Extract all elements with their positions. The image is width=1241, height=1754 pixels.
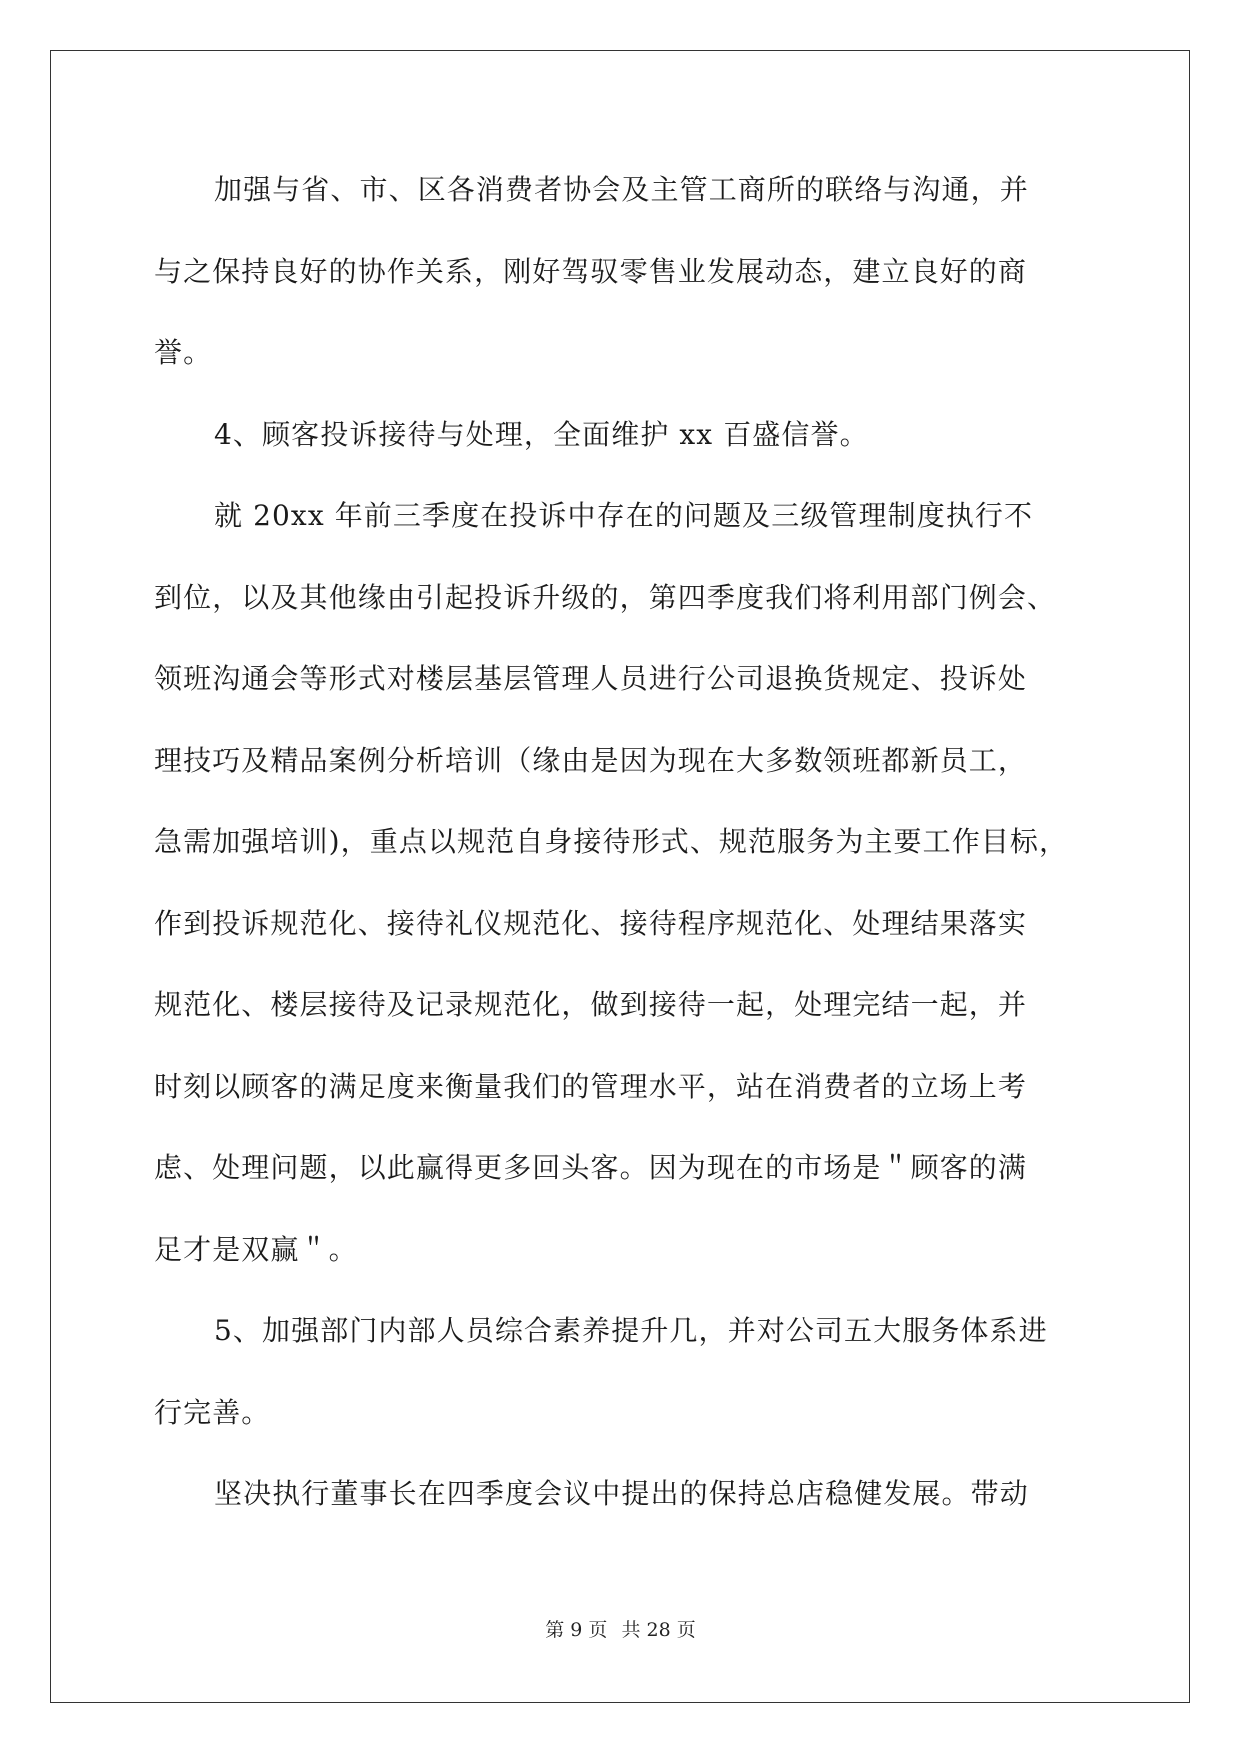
text-line: 行完善。: [154, 1395, 271, 1429]
text-line: 理技巧及精品案例分析培训（缘由是因为现在大多数领班都新员工，: [154, 743, 1028, 777]
page-footer: [0, 1615, 1241, 1642]
text-line: 作到投诉规范化、接待礼仪规范化、接待程序规范化、处理结果落实: [154, 906, 1028, 940]
text-line: 加强与省、市、区各消费者协会及主管工商所的联络与沟通，并: [214, 173, 1029, 206]
page-number: 第 9 页: [545, 1619, 608, 1641]
text-line: 领班沟通会等形式对楼层基层管理人员进行公司退换货规定、投诉处: [154, 662, 1028, 695]
text-line: 坚决执行董事长在四季度会议中提出的保持总店稳健发展。带动: [214, 1477, 1029, 1510]
text-line: 到位，以及其他缘由引起投诉升级的，第四季度我们将利用部门例会、: [154, 580, 1057, 614]
text-line: 规范化、楼层接待及记录规范化，做到接待一起，处理完结一起，并: [154, 988, 1028, 1021]
document-body: [154, 165, 1091, 1551]
text-line: 急需加强培训)，重点以规范自身接待形式、规范服务为主要工作目标，: [154, 825, 1069, 858]
text-line: 虑、处理问题，以此赢得更多回头客。因为现在的市场是＂顾客的满: [154, 1151, 1028, 1184]
text-line: 5、加强部门内部人员综合素养提升几，并对公司五大服务体系进: [214, 1314, 1048, 1347]
text-line: 足才是双赢＂。: [154, 1232, 358, 1266]
text-line: 与之保持良好的协作关系，刚好驾驭零售业发展动态，建立良好的商: [154, 254, 1028, 288]
text-line: 4、顾客投诉接待与处理，全面维护 xx 百盛信誉。: [214, 417, 869, 451]
text-line: 就 20xx 年前三季度在投诉中存在的问题及三级管理制度执行不: [214, 499, 1034, 532]
page-total: 共 28 页: [621, 1619, 696, 1641]
text-line: 时刻以顾客的满足度来衡量我们的管理水平，站在消费者的立场上考: [154, 1069, 1028, 1103]
text-line: 誉。: [154, 336, 213, 369]
